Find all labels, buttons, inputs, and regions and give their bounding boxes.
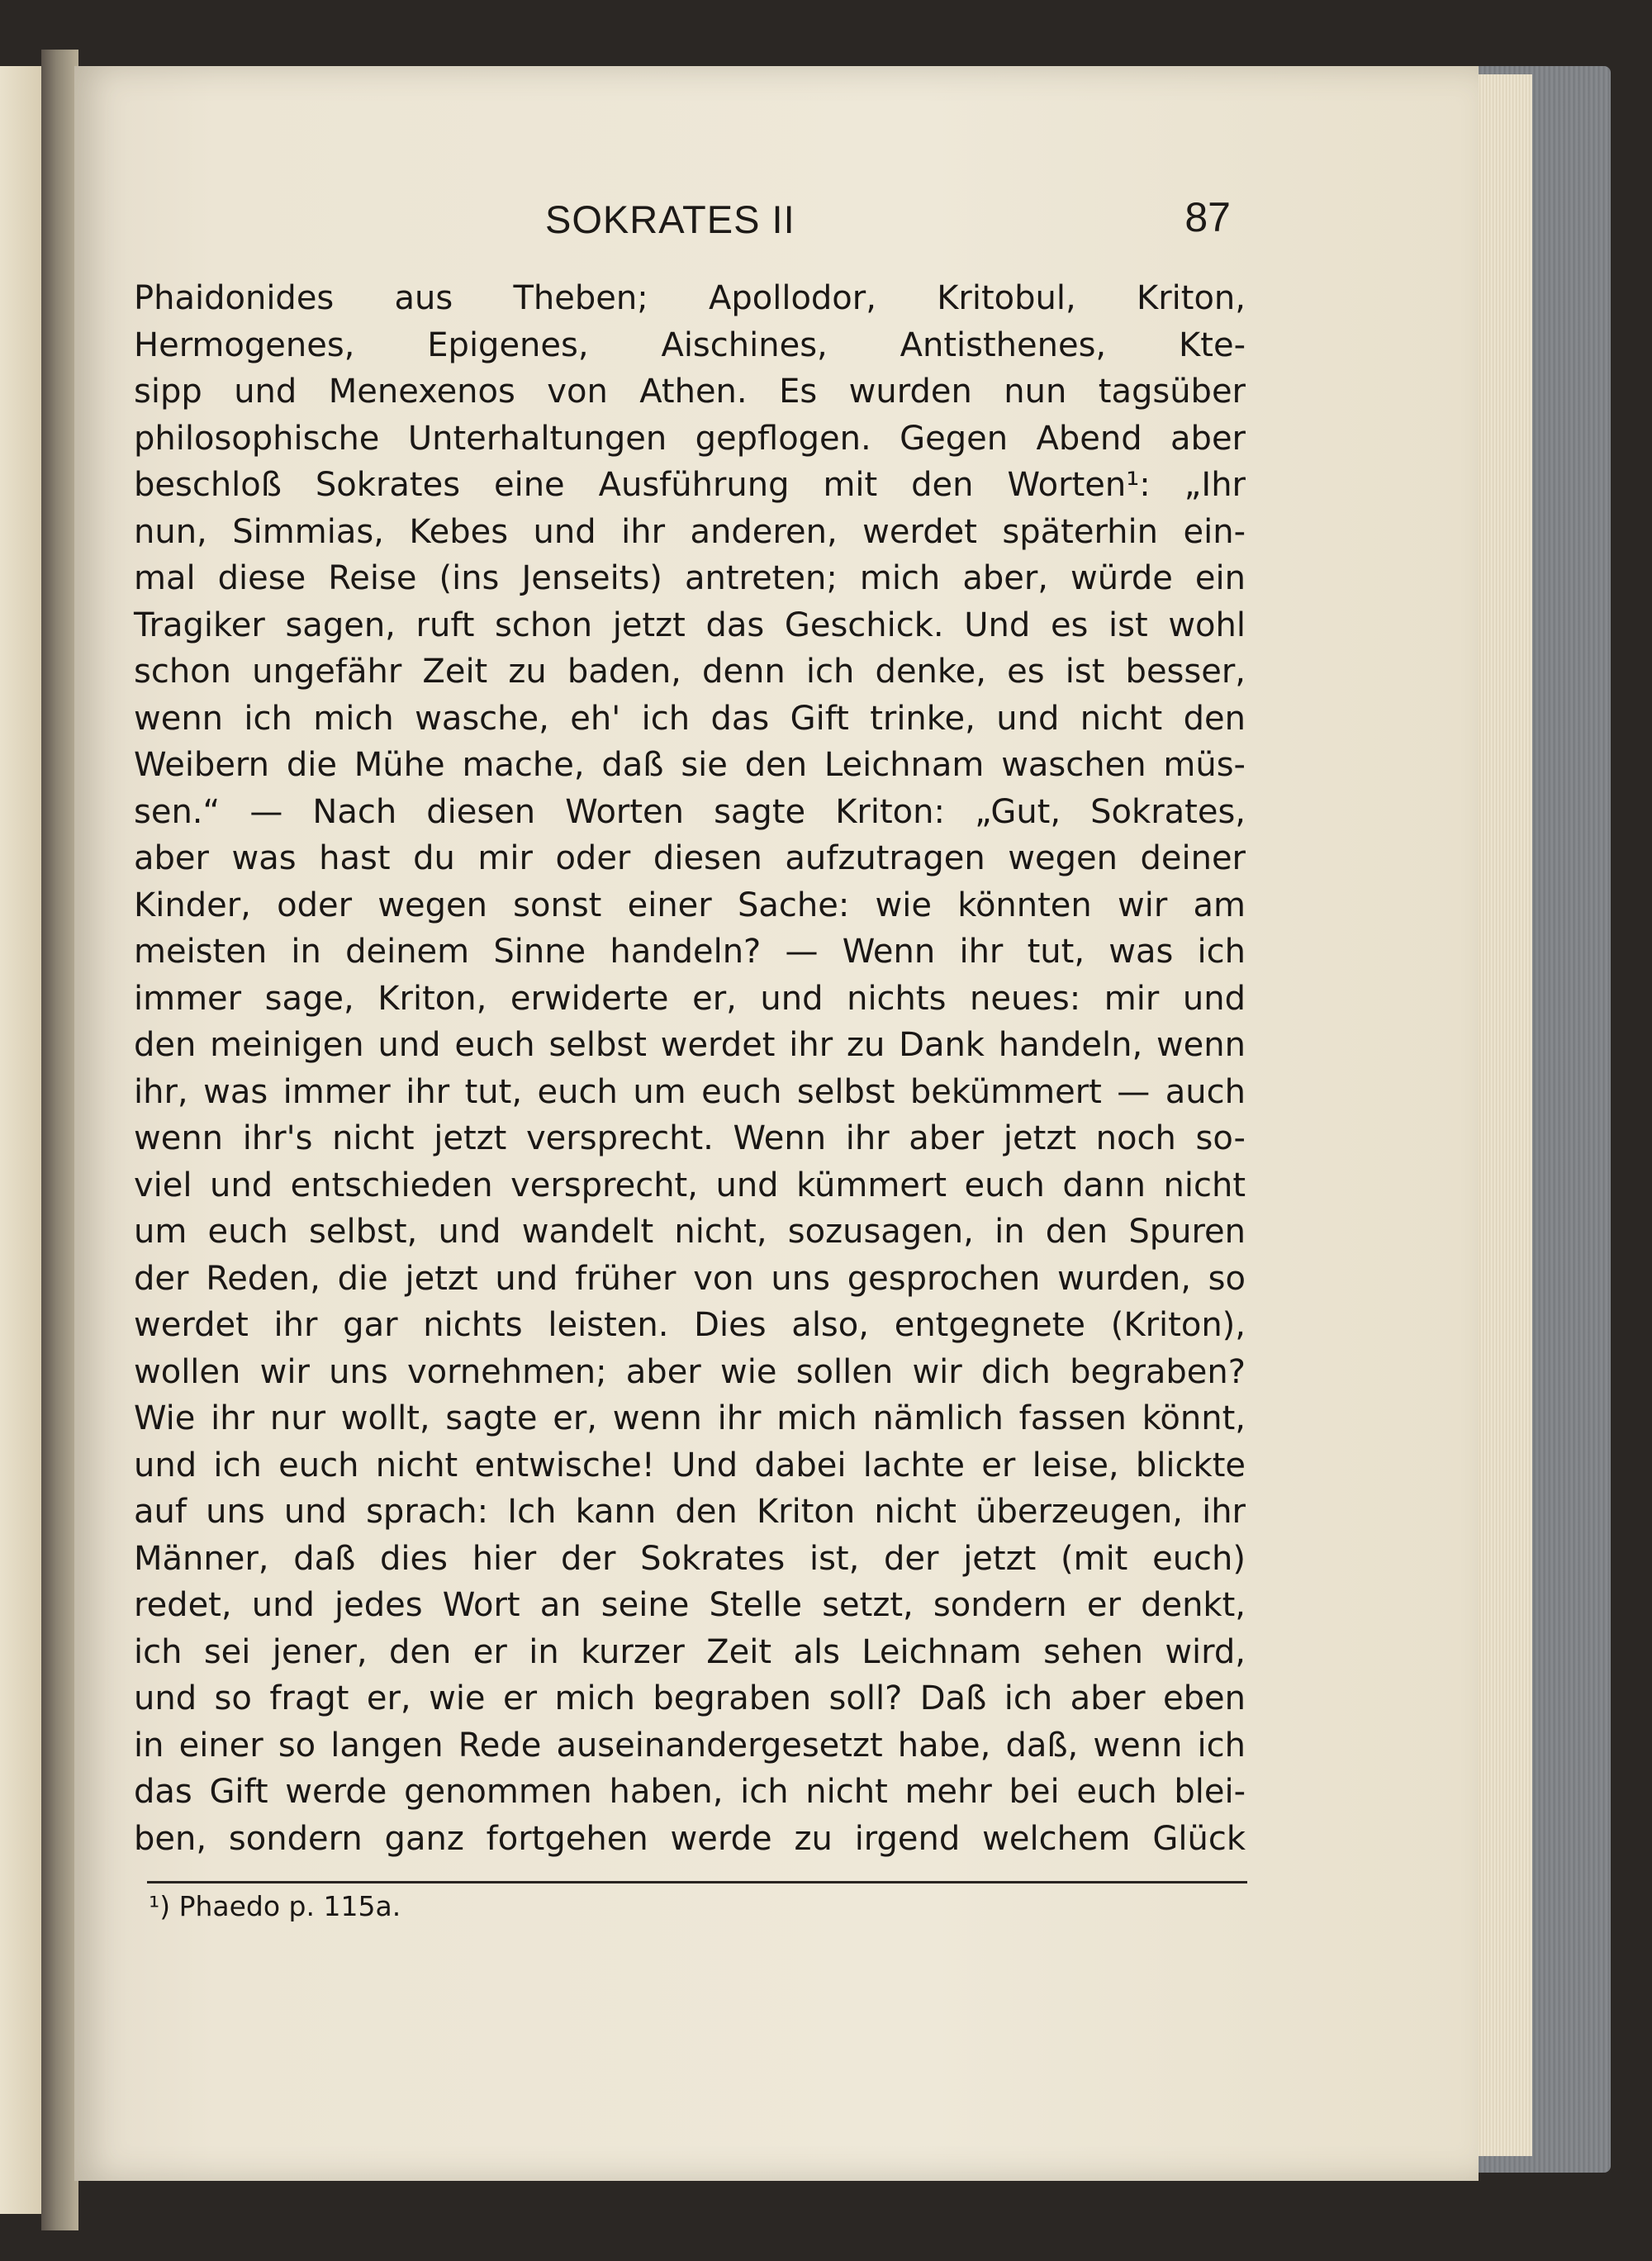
page-header <box>545 190 1231 248</box>
footnote: ¹) Phaedo p. 115a. <box>149 1890 401 1922</box>
text-line: sipp und Menexenos von Athen. Es wurden nun tagsüber <box>134 373 1246 411</box>
text-line: wenn ihr's nicht jetzt versprecht. Wenn ihr aber jetzt noch so- <box>134 1119 1246 1157</box>
running-head: SOKRATES II <box>545 197 795 241</box>
text-line: sen.“ — Nach diesen Worten sagte Kriton: „Gut, Sokrates, <box>134 792 1246 831</box>
text-line: meisten in deinem Sinne handeln? — Wenn ihr tut, was ich <box>134 933 1246 971</box>
text-line: schon ungefähr Zeit zu baden, denn ich denke, es ist besser, <box>134 653 1246 691</box>
text-line: beschloß Sokrates eine Ausführung mit den Worten¹: „Ihr <box>134 466 1246 504</box>
book-gutter <box>41 50 78 2230</box>
text-line: nun, Simmias, Kebes und ihr anderen, werdet späterhin ein- <box>134 512 1246 551</box>
text-line: der Reden, die jetzt und früher von uns gesprochen wurden, so <box>134 1259 1246 1298</box>
text-line: philosophische Unterhaltungen gepflogen. Gegen Abend aber <box>134 419 1246 458</box>
text-line: mal diese Reise (ins Jenseits) antreten; mich aber, würde ein <box>134 559 1246 597</box>
text-line: ben, sondern ganz fortgehen werde zu irgend welchem Glück <box>134 1819 1246 1858</box>
text-line: Phaidonides aus Theben; Apollodor, Kritobul, Kriton, <box>134 279 1246 317</box>
text-line: immer sage, Kriton, erwiderte er, und nichts neues: mir und <box>134 979 1246 1018</box>
text-line: ihr, was immer ihr tut, euch um euch selbst bekümmert — auch <box>134 1072 1246 1111</box>
text-line: Weibern die Mühe mache, daß sie den Leichnam waschen müs- <box>134 746 1246 784</box>
text-line: wollen wir uns vornehmen; aber wie sollen wir dich begraben? <box>134 1352 1246 1391</box>
text-line: um euch selbst, und wandelt nicht, sozusagen, in den Spuren <box>134 1213 1246 1251</box>
text-line: Männer, daß dies hier der Sokrates ist, der jetzt (mit euch) <box>134 1539 1246 1578</box>
footnote-rule <box>147 1881 1247 1883</box>
text-line: das Gift werde genommen haben, ich nicht mehr bei euch blei- <box>134 1773 1246 1811</box>
text-line: Hermogenes, Epigenes, Aischines, Antisthenes, Kte- <box>134 325 1246 364</box>
text-line: auf uns und sprach: Ich kann den Kriton nicht überzeugen, ihr <box>134 1493 1246 1531</box>
text-line: aber was hast du mir oder diesen aufzutragen wegen deiner <box>134 839 1246 877</box>
text-line: werdet ihr gar nichts leisten. Dies also, entgegnete (Kriton), <box>134 1306 1246 1344</box>
text-line: Wie ihr nur wollt, sagte er, wenn ihr mich nämlich fassen könnt, <box>134 1399 1246 1437</box>
text-line: wenn ich mich wasche, eh' ich das Gift trinke, und nicht den <box>134 699 1246 738</box>
body-text <box>134 275 1246 1862</box>
text-line: und so fragt er, wie er mich begraben soll? Daß ich aber eben <box>134 1679 1246 1717</box>
previous-page-edge <box>0 66 41 2214</box>
text-line: Tragiker sagen, ruft schon jetzt das Geschick. Und es ist wohl <box>134 606 1246 644</box>
text-line: den meinigen und euch selbst werdet ihr zu Dank handeln, wenn <box>134 1026 1246 1064</box>
text-line: viel und entschieden versprecht, und kümmert euch dann nicht <box>134 1166 1246 1204</box>
text-line: und ich euch nicht entwische! Und dabei lachte er leise, blickte <box>134 1446 1246 1484</box>
text-line: Kinder, oder wegen sonst einer Sache: wie könnten wir am <box>134 886 1246 924</box>
text-line: ich sei jener, den er in kurzer Zeit als Leichnam sehen wird, <box>134 1632 1246 1671</box>
text-line: in einer so langen Rede auseinandergesetzt habe, daß, wenn ich <box>134 1726 1246 1765</box>
text-line: redet, und jedes Wort an seine Stelle setzt, sondern er denkt, <box>134 1586 1246 1624</box>
page-number: 87 <box>1184 194 1231 240</box>
